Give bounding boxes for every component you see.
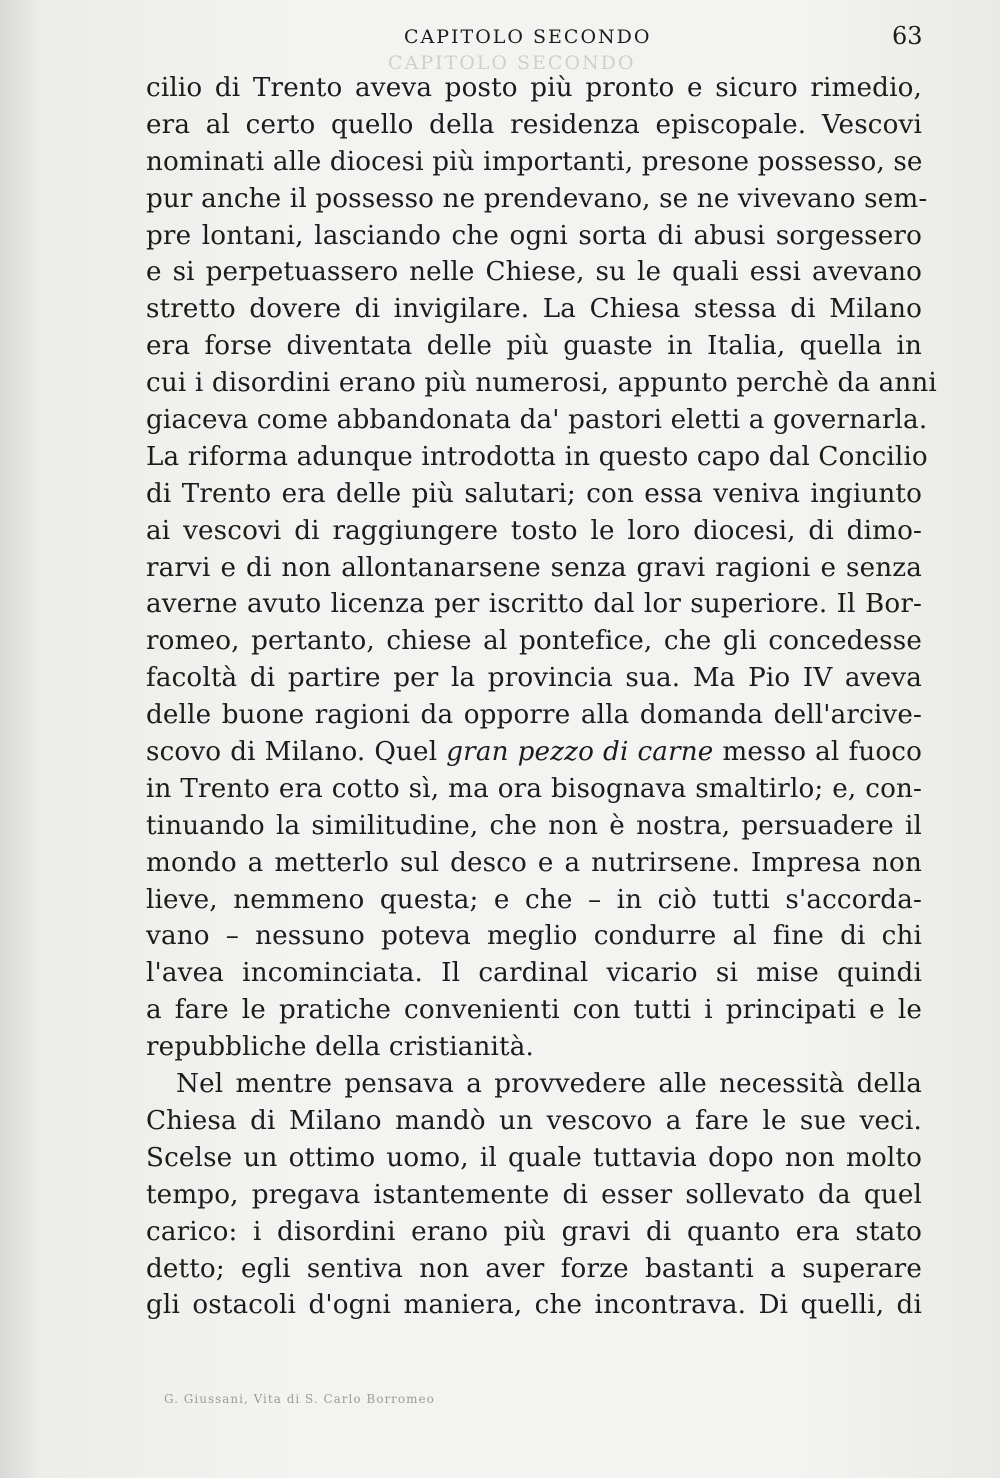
running-head: [0, 22, 1000, 60]
text-line: romeo, pertanto, chiese al pontefice, che gli concedesse: [146, 626, 922, 657]
text-line: era al certo quello della residenza episcopale. Vescovi: [146, 109, 922, 140]
text-line: mondo a metterlo sul desco e a nutrirsene. Impresa non: [146, 847, 922, 878]
italic-phrase: gran pezzo di carne: [446, 737, 714, 768]
text-line: Scelse un ottimo uomo, il quale tuttavia dopo non molto: [146, 1142, 922, 1173]
text-line: Chiesa di Milano mandò un vescovo a fare le sue veci.: [146, 1105, 922, 1136]
text-line: stretto dovere di invigilare. La Chiesa stessa di Milano: [146, 294, 922, 325]
text-line: La riforma adunque introdotta in questo capo dal Concilio: [146, 441, 928, 472]
text-line: delle buone ragioni da opporre alla domanda dell'arcive-: [146, 700, 922, 731]
paragraph-last-line: repubbliche della cristianità.: [146, 1032, 534, 1063]
text-line: gli ostacoli d'ogni maniera, che incontrava. Di quelli, di: [146, 1290, 922, 1321]
text-line: detto; egli sentiva non aver forze bastanti a superare: [146, 1253, 922, 1284]
page-number: 63: [892, 22, 923, 50]
text-line: e si perpetuassero nelle Chiese, su le quali essi avevano: [146, 257, 922, 288]
text-line: tinuando la similitudine, che non è nostra, persuadere il: [146, 810, 922, 841]
text-line: l'avea incominciata. Il cardinal vicario si mise quindi: [146, 958, 922, 989]
text-line: pre lontani, lasciando che ogni sorta di abusi sorgessero: [146, 220, 922, 251]
text-line: di Trento era delle più salutari; con essa veniva ingiunto: [146, 478, 922, 509]
text-line: a fare le pratiche convenienti con tutti i principati e le: [146, 995, 922, 1026]
text-line: cilio di Trento aveva posto più pronto e sicuro rimedio,: [146, 73, 922, 103]
bleed-through-header: CAPITOLO SECONDO: [388, 52, 636, 74]
text-run: scovo di Milano. Quel: [146, 737, 447, 768]
text-line-with-italic: [146, 734, 922, 771]
paragraph-first-line: Nel mentre pensava a provvedere alle necessità della: [176, 1069, 922, 1100]
faint-footnote: G. Giussani, Vita di S. Carlo Borromeo: [164, 1392, 435, 1406]
text-line: carico: i disordini erano più gravi di quanto era stato: [146, 1216, 922, 1247]
text-line: vano – nessuno poteva meglio condurre al fine di chi: [146, 921, 922, 952]
text-line: cui i disordini erano più numerosi, appunto perchè da anni: [146, 368, 937, 399]
text-run: messo al fuoco: [713, 737, 922, 768]
text-line: giaceva come abbandonata da' pastori eletti a governarla.: [146, 405, 928, 436]
text-line: tempo, pregava istantemente di esser sollevato da quel: [146, 1179, 922, 1210]
text-line: nominati alle diocesi più importanti, presone possesso, se: [146, 146, 923, 177]
text-line: era forse diventata delle più guaste in Italia, quella in: [146, 331, 922, 362]
chapter-title: CAPITOLO SECONDO: [404, 26, 652, 48]
text-line: averne avuto licenza per iscritto dal lor superiore. Il Bor-: [146, 589, 922, 620]
text-line: in Trento era cotto sì, ma ora bisognava smaltirlo; e, con-: [146, 773, 922, 804]
text-line: ai vescovi di raggiungere tosto le loro diocesi, di dimo-: [146, 515, 922, 546]
body-text: [146, 70, 937, 1324]
text-line: facoltà di partire per la provincia sua. Ma Pio IV aveva: [146, 663, 922, 694]
text-line: lieve, nemmeno questa; e che – in ciò tutti s'accorda-: [146, 884, 922, 915]
text-line: pur anche il possesso ne prendevano, se ne vivevano sem-: [146, 183, 928, 214]
text-line: rarvi e di non allontanarsene senza gravi ragioni e senza: [146, 552, 922, 583]
